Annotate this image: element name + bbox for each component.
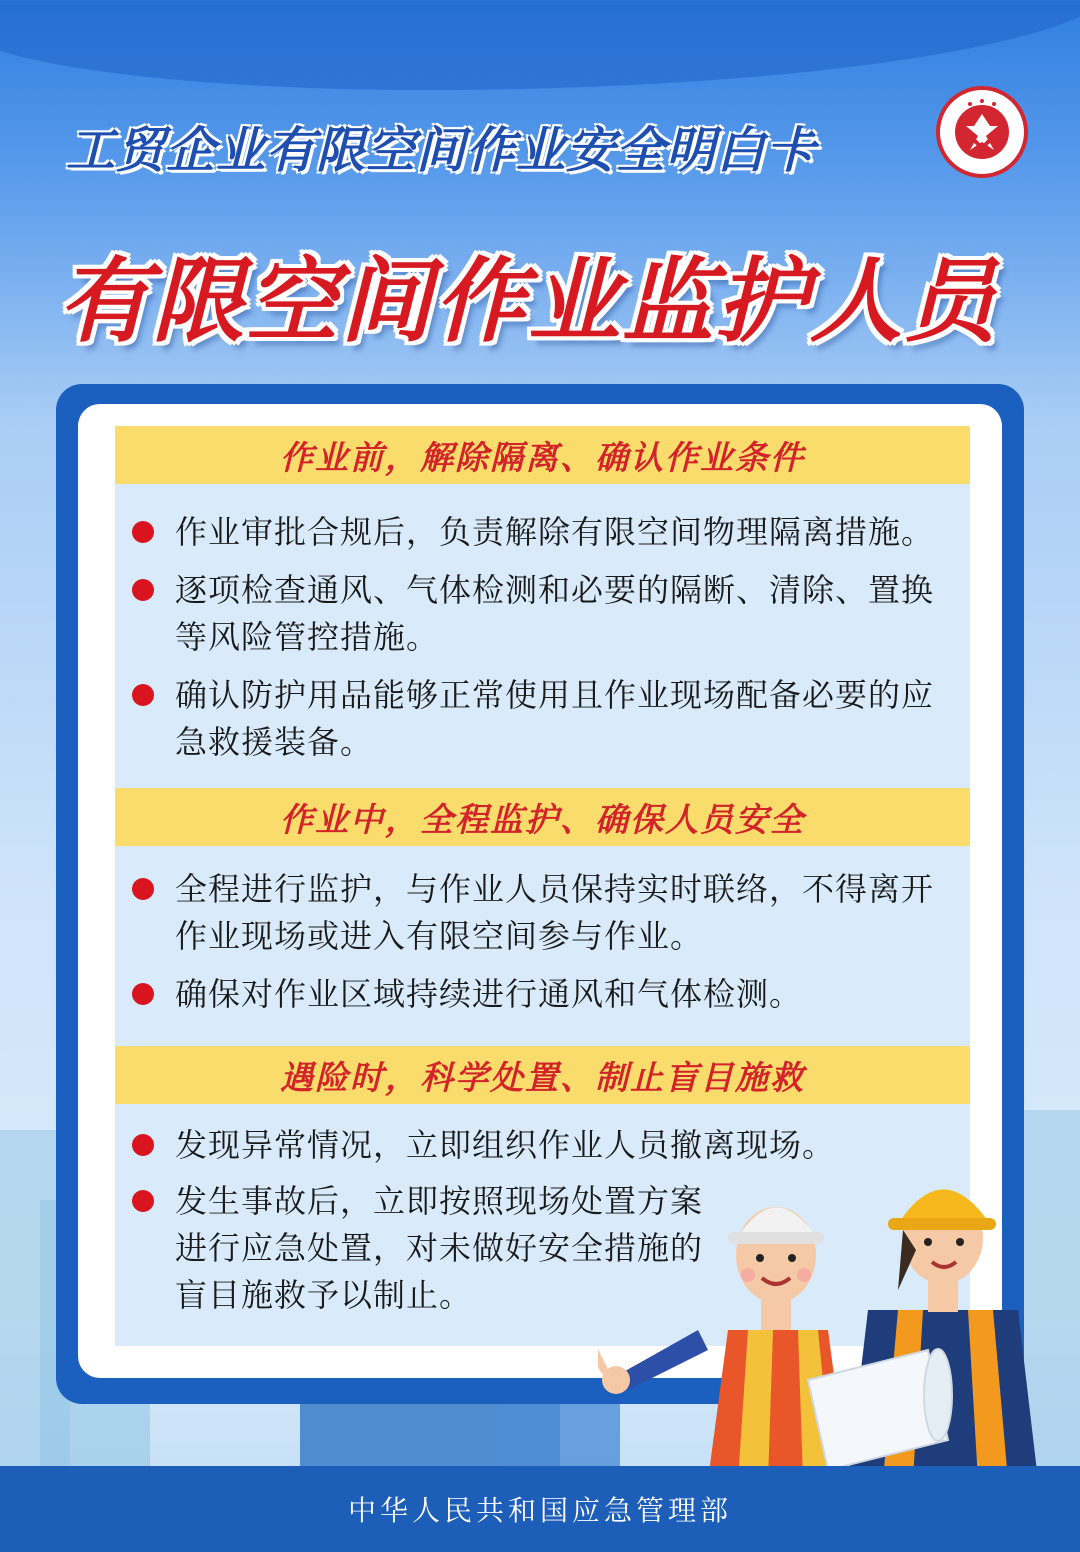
footer-organization: 中华人民共和国应急管理部: [347, 1494, 732, 1527]
bullet-dot-icon: [132, 983, 154, 1005]
bullet-dot-icon: [132, 1190, 154, 1212]
poster-subtitle: 工贸企业有限空间作业安全明白卡: [66, 122, 817, 179]
section-heading-text: 作业前，解除隔离、确认作业条件: [280, 437, 805, 477]
list-item-text: 发生事故后，立即按照现场处置方案进行应急处置，对未做好安全措施的盲目施救予以制止。: [175, 1182, 704, 1314]
list-item-text: 确认防护用品能够正常使用且作业现场配备必要的应急救援装备。: [175, 676, 935, 761]
list-item-text: 发现异常情况，立即组织作业人员撤离现场。: [175, 1126, 836, 1164]
list-item: [132, 971, 952, 1018]
bullet-dot-icon: [132, 878, 154, 900]
list-item: [132, 509, 952, 556]
footer-bar: [0, 1466, 1080, 1552]
list-item-text: 全程进行监护，与作业人员保持实时联络，不得离开作业现场或进入有限空间参与作业。: [175, 870, 935, 955]
poster-title: 有限空间作业监护人员: [58, 248, 999, 355]
list-item: [132, 866, 952, 960]
section-heading-during-work: [115, 788, 970, 846]
section-heading-emergency: [115, 1046, 970, 1104]
list-item-text: 确保对作业区域持续进行通风和气体检测。: [175, 975, 803, 1013]
bullet-dot-icon: [132, 684, 154, 706]
emergency-management-emblem-icon: [936, 86, 1028, 178]
list-item: [132, 567, 952, 661]
list-item: [132, 672, 952, 766]
list-item-text: 逐项检查通风、气体检测和必要的隔断、清除、置换等风险管控措施。: [175, 571, 935, 656]
bullet-dot-icon: [132, 579, 154, 601]
safety-workers-illustration: [598, 1180, 1038, 1480]
list-item-text: 作业审批合规后，负责解除有限空间物理隔离措施。: [175, 513, 935, 551]
list-item: [132, 1122, 952, 1169]
section-heading-before-work: [115, 426, 970, 484]
section-heading-text: 遇险时，科学处置、制止盲目施救: [280, 1057, 805, 1097]
poster-header: [0, 0, 1080, 380]
bullet-dot-icon: [132, 1134, 154, 1156]
section-heading-text: 作业中，全程监护、确保人员安全: [280, 799, 805, 839]
bullet-dot-icon: [132, 521, 154, 543]
